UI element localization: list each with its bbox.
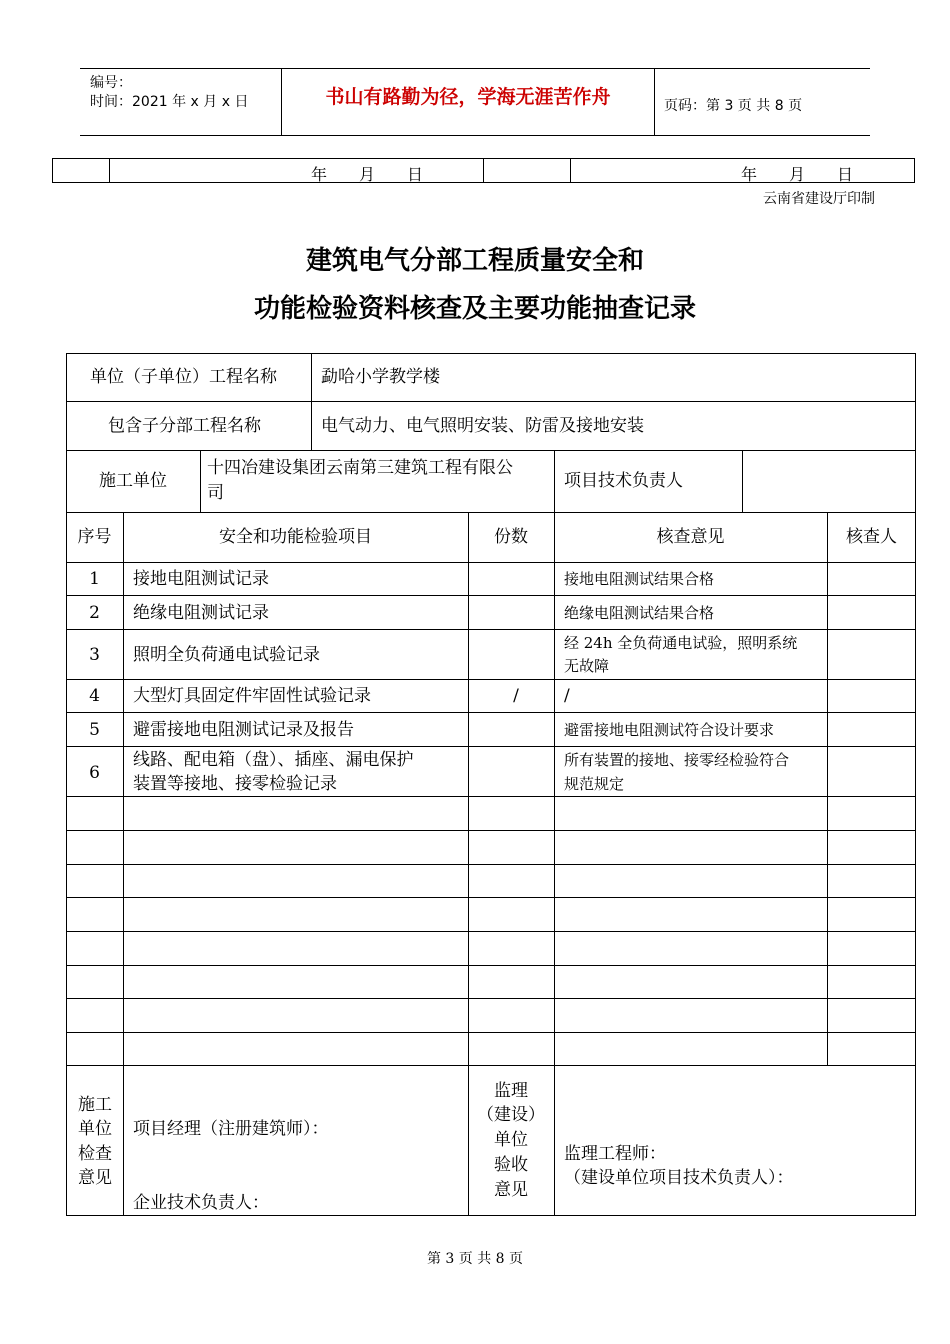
owner-tech-label: （建设单位项目技术负责人）： [564, 1168, 794, 1188]
contractor-opinion-label-3: 检查 [78, 1144, 112, 1164]
date-text: 时间：2021 年 x 月 x 日 [90, 94, 249, 110]
subdivision-label: 包含子分部工程名称 [108, 416, 261, 436]
row-opinion-line-2: 规范规定 [564, 775, 625, 793]
row-item: 照明全负荷通电试验记录 [133, 645, 320, 665]
row-no: 6 [89, 763, 100, 783]
supervision-label-5: 意见 [494, 1180, 528, 1200]
row-item: 大型灯具固定件牢固性试验记录 [133, 686, 371, 706]
project-name-label: 单位（子单位）工程名称 [90, 367, 277, 387]
page-info: 页码：第 3 页 共 8 页 [664, 98, 803, 114]
row-opinion: / [564, 686, 570, 706]
project-manager-label: 项目经理（注册建筑师）： [133, 1119, 329, 1139]
row-item: 线路、配电箱（盘）、插座、漏电保护 [133, 750, 414, 770]
inspection-table [66, 353, 916, 1216]
col-header-copies: 份数 [494, 527, 528, 547]
row-opinion-line-2: 无故障 [564, 657, 610, 675]
row-opinion: 接地电阻测试结果合格 [564, 570, 715, 588]
row-copies: / [513, 686, 519, 706]
header-top-rule [80, 68, 870, 69]
supervisor-label: 监理工程师： [564, 1144, 666, 1164]
number-label: 编号： [90, 75, 132, 91]
page-title-line-1: 建筑电气分部工程质量安全和 [305, 246, 644, 276]
supervision-label-3: 单位 [494, 1130, 528, 1150]
row-opinion: 经 24h 全负荷通电试验，照明系统 [564, 634, 798, 652]
contractor-label: 施工单位 [99, 471, 167, 491]
printer-note: 云南省建设厅印制 [763, 191, 875, 207]
contractor-value-line-2: 司 [207, 483, 224, 503]
date-right: 年 月 日 [741, 165, 854, 184]
supervision-label-4: 验收 [494, 1155, 528, 1175]
row-item: 接地电阻测试记录 [133, 569, 269, 589]
contractor-opinion-label-2: 单位 [78, 1119, 112, 1139]
contractor-opinion-label-4: 意见 [78, 1168, 112, 1188]
enterprise-tech-label: 企业技术负责人： [133, 1193, 269, 1213]
page-footer: 第 3 页 共 8 页 [426, 1251, 524, 1267]
project-name-value: 勐哈小学教学楼 [321, 367, 440, 387]
header-bottom-rule [80, 135, 870, 136]
col-header-opinion: 核查意见 [656, 527, 725, 547]
row-opinion: 避雷接地电阻测试符合设计要求 [564, 721, 775, 739]
row-no: 2 [89, 603, 100, 623]
col-header-item: 安全和功能检验项目 [219, 527, 372, 547]
contractor-value-line-1: 十四冶建设集团云南第三建筑工程有限公 [207, 458, 513, 478]
contractor-opinion-label-1: 施工 [78, 1095, 112, 1115]
row-item: 绝缘电阻测试记录 [133, 603, 269, 623]
row-no: 3 [89, 645, 100, 665]
date-left: 年 月 日 [311, 165, 424, 184]
row-item: 避雷接地电阻测试记录及报告 [133, 720, 354, 740]
subdivision-value: 电气动力、电气照明安装、防雷及接地安装 [321, 416, 644, 436]
row-opinion: 绝缘电阻测试结果合格 [564, 604, 715, 622]
date-strip [52, 158, 915, 183]
row-no: 5 [89, 720, 100, 740]
page-title-line-2: 功能检验资料核查及主要功能抽查记录 [253, 294, 696, 324]
supervision-label-2: （建设） [477, 1105, 545, 1125]
tech-lead-label: 项目技术负责人 [564, 471, 683, 491]
row-no: 4 [89, 686, 100, 706]
col-header-no: 序号 [77, 527, 112, 547]
col-header-checker: 核查人 [846, 527, 897, 547]
motto: 书山有路勤为径，学海无涯苦作舟 [325, 86, 611, 108]
header-divider [654, 68, 655, 136]
row-item-line-2: 装置等接地、接零检验记录 [133, 774, 337, 794]
row-no: 1 [89, 569, 100, 589]
supervision-label-1: 监理 [494, 1081, 528, 1101]
row-opinion: 所有装置的接地、接零经检验符合 [564, 751, 790, 769]
